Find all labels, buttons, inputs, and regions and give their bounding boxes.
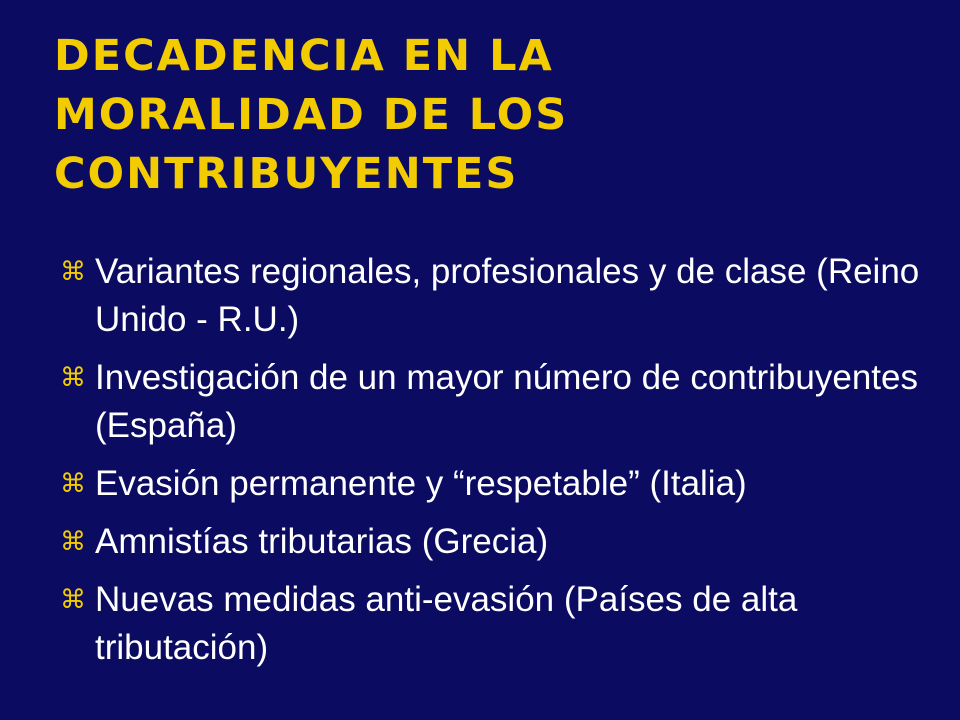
bullet-text: Amnistías tributarias (Grecia) [95,522,549,561]
command-icon: ⌘ [60,527,86,557]
slide-title [54,27,914,204]
command-icon: ⌘ [60,363,86,393]
command-icon: ⌘ [60,257,86,287]
bullet-text: Investigación de un mayor número de contribuyentes (España) [95,358,918,445]
bullet-item-tax-amnesties [60,518,920,566]
bullet-item-permanent-evasion [60,460,920,508]
slide-title-line-1: DECADENCIA EN LA [54,31,554,81]
bullet-item-more-taxpayers-investigation [60,354,920,450]
bullet-list [60,248,920,682]
bullet-item-regional-variants [60,248,920,344]
slide-title-line-3: CONTRIBUYENTES [54,149,519,199]
slide-title-line-2: MORALIDAD DE LOS [54,90,569,140]
bullet-item-new-anti-evasion-measures [60,576,920,672]
command-icon: ⌘ [60,469,86,499]
bullet-text: Nuevas medidas anti-evasión (Países de alta tributación) [95,580,798,667]
command-icon: ⌘ [60,585,86,615]
bullet-text: Evasión permanente y “respetable” (Italia) [95,464,747,503]
bullet-text: Variantes regionales, profesionales y de clase (Reino Unido - R.U.) [95,252,920,339]
